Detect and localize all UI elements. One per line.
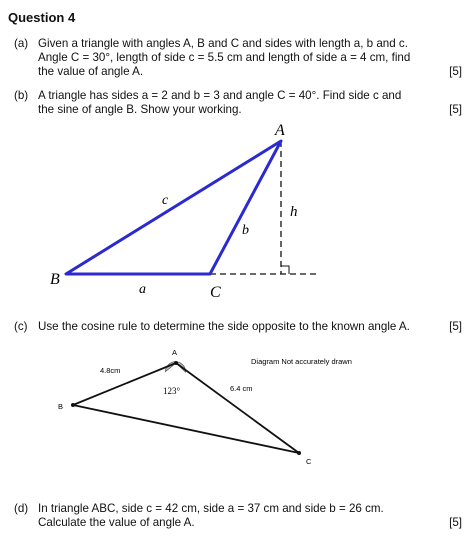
side-AC-length: 6.4 cm — [230, 384, 253, 393]
part-a-label: (a) — [14, 37, 29, 50]
part-b-line-1: A triangle has sides a = 2 and b = 3 and angle C = 40°. Find side c and — [38, 89, 402, 102]
vertex-C-label-2: C — [306, 457, 312, 466]
part-c-label: (c) — [14, 320, 28, 333]
triangle-abc-2 — [73, 363, 299, 453]
vertex-A-label-2: A — [172, 348, 178, 357]
vertex-C-dot — [297, 451, 301, 455]
side-AB-length: 4.8cm — [100, 366, 121, 375]
angle-A-value: 123° — [163, 386, 181, 396]
vertex-B-label: B — [50, 271, 60, 288]
vertex-A-label: A — [275, 122, 285, 139]
vertex-A-dot — [174, 361, 178, 365]
part-d-line-1: In triangle ABC, side c = 42 cm, side a = 37 cm and side b = 26 cm. — [38, 502, 384, 515]
question-title: Question 4 — [8, 10, 76, 25]
side-b-label: b — [242, 223, 249, 238]
part-a-line-3: the value of angle A. — [38, 65, 144, 78]
side-a-label: a — [139, 282, 146, 297]
part-a-marks: [5] — [449, 65, 462, 78]
part-b-line-2: the sine of angle B. Show your working. — [38, 103, 242, 116]
part-d-line-2: Calculate the value of angle A. — [38, 516, 195, 529]
part-c-marks: [5] — [449, 320, 462, 333]
part-c-line-1: Use the cosine rule to determine the side opposite to the known angle A. — [38, 320, 410, 333]
vertex-C-label: C — [210, 284, 221, 301]
part-d-marks: [5] — [449, 516, 462, 529]
part-d-label: (d) — [14, 502, 29, 515]
diagram-note: Diagram Not accurately drawn — [251, 357, 352, 366]
vertex-B-label-2: B — [58, 402, 64, 411]
height-h-label: h — [290, 204, 298, 220]
vertex-B-dot — [71, 403, 75, 407]
part-b-marks: [5] — [449, 103, 462, 116]
part-b-label: (b) — [14, 89, 29, 102]
side-c-label: c — [162, 193, 169, 208]
part-a-line-1: Given a triangle with angles A, B and C and sides with length a, b and c. — [38, 37, 408, 50]
part-a-line-2: Angle C = 30°, length of side c = 5.5 cm and length of side a = 4 cm, find — [38, 51, 411, 64]
